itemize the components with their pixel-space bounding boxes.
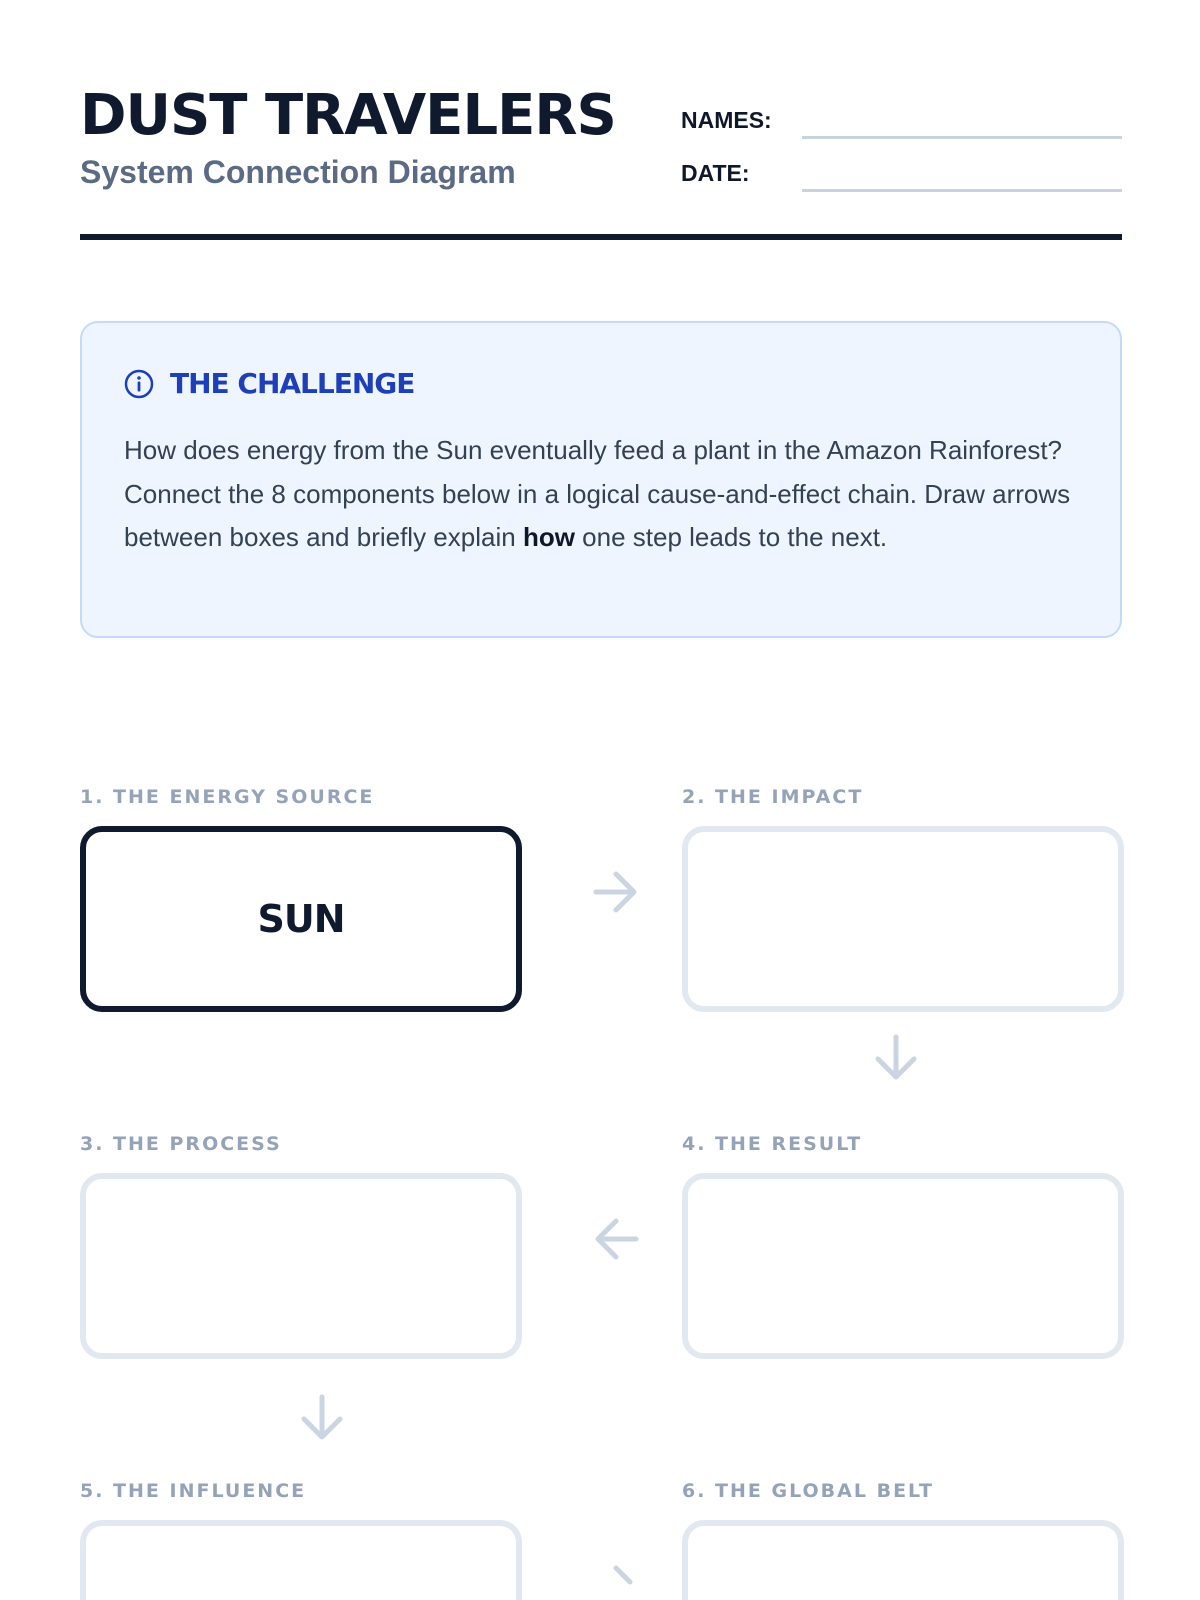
arrow-right-icon (590, 866, 642, 918)
arrow-down-icon (870, 1033, 922, 1085)
info-icon (124, 369, 154, 399)
names-label: NAMES: (681, 107, 772, 133)
step-1-label: 1. THE ENERGY SOURCE (80, 786, 375, 808)
step-2-label: 2. THE IMPACT (682, 786, 864, 808)
step-6-label: 6. THE GLOBAL BELT (682, 1480, 934, 1502)
step-1-box (80, 826, 522, 1012)
arrow-right-icon (590, 1560, 642, 1600)
header-divider (80, 234, 1122, 240)
worksheet-title: DUST TRAVELERS (80, 83, 616, 148)
arrow-left-icon (590, 1213, 642, 1265)
arrow-down-icon (296, 1393, 348, 1445)
step-3-box[interactable] (80, 1173, 522, 1359)
date-field[interactable] (802, 189, 1122, 192)
worksheet-subtitle: System Connection Diagram (80, 154, 516, 190)
step-2-box[interactable] (682, 826, 1124, 1012)
step-1-value: SUN (257, 897, 345, 941)
step-3-label: 3. THE PROCESS (80, 1133, 282, 1155)
challenge-title: THE CHALLENGE (170, 367, 415, 400)
names-field[interactable] (802, 136, 1122, 139)
step-6-box[interactable] (682, 1520, 1124, 1600)
step-5-label: 5. THE INFLUENCE (80, 1480, 307, 1502)
step-4-box[interactable] (682, 1173, 1124, 1359)
date-label: DATE: (681, 160, 750, 186)
step-5-box[interactable] (80, 1520, 522, 1600)
step-4-label: 4. THE RESULT (682, 1133, 863, 1155)
challenge-callout (80, 321, 1122, 638)
challenge-header (124, 366, 414, 402)
challenge-text: How does energy from the Sun eventually feed a plant in the Amazon Rainforest? Connect the 8 components below in a logical cause-and-effect chain. Draw arrows between boxes and briefly explain how one step leads to the next. (124, 435, 1071, 552)
